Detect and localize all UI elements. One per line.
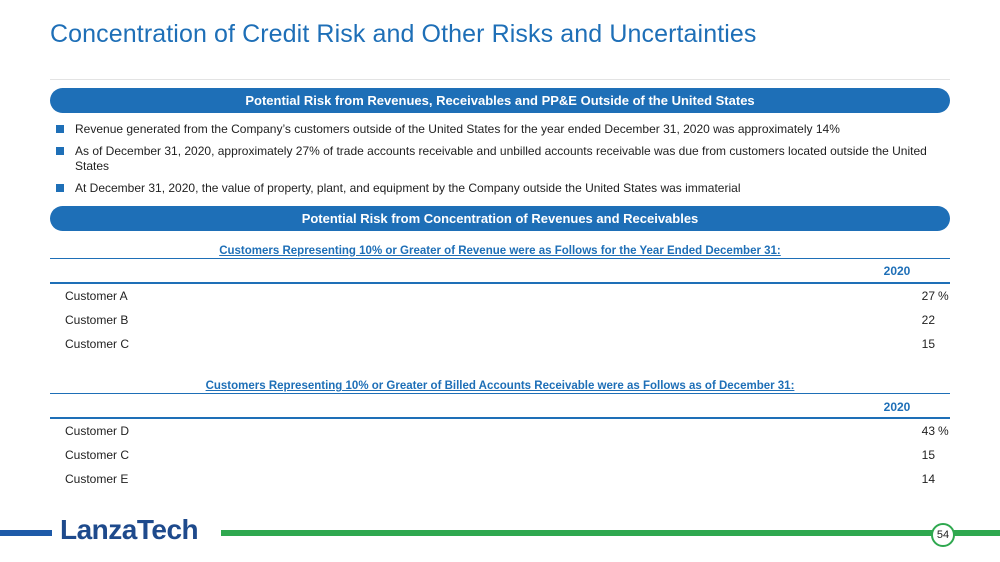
customer-value: 14 — [921, 472, 935, 486]
table-row — [50, 313, 950, 331]
percent-unit: % — [938, 289, 949, 303]
square-bullet-icon — [56, 184, 64, 192]
table-header-rule — [50, 282, 950, 284]
table-row — [50, 337, 950, 355]
customer-name: Customer C — [65, 337, 130, 351]
column-header-year: 2020 — [883, 400, 911, 414]
customer-value: 43 — [921, 424, 935, 438]
table-caption: Customers Representing 10% or Greater of Billed Accounts Receivable were as Follows as of December 31: — [205, 380, 795, 392]
revenue-concentration-table — [50, 245, 950, 355]
footer-blue-bar — [0, 530, 52, 536]
bullet-item — [56, 122, 946, 137]
section-heading-concentration: Potential Risk from Concentration of Revenues and Receivables — [50, 206, 950, 231]
square-bullet-icon — [56, 125, 64, 133]
table-row — [50, 448, 950, 466]
risk-bullet-list — [56, 122, 946, 203]
customer-name: Customer A — [65, 289, 128, 303]
section-heading-outside-us: Potential Risk from Revenues, Receivables and PP&E Outside of the United States — [50, 88, 950, 113]
table-header-rule — [50, 417, 950, 419]
page-number-badge: 54 — [931, 523, 955, 547]
bullet-text: Revenue generated from the Company’s customers outside of the United States for the year ended December 31, 2020 was approximately 14% — [75, 122, 840, 136]
bullet-text: As of December 31, 2020, approximately 27% of trade accounts receivable and unbilled accounts receivable was due from customers located outside the United States — [75, 144, 927, 173]
percent-unit: % — [938, 424, 949, 438]
page-title: Concentration of Credit Risk and Other Risks and Uncertainties — [50, 20, 757, 48]
table-row — [50, 424, 950, 442]
customer-value: 15 — [921, 337, 935, 351]
table-top-rule — [50, 393, 950, 394]
customer-value: 27 — [921, 289, 935, 303]
table-caption: Customers Representing 10% or Greater of Revenue were as Follows for the Year Ended December 31: — [219, 245, 781, 257]
company-logo: LanzaTech — [60, 514, 199, 545]
customer-name: Customer E — [65, 472, 129, 486]
customer-name: Customer C — [65, 448, 130, 462]
customer-name: Customer D — [65, 424, 130, 438]
bullet-item — [56, 144, 946, 174]
table-row — [50, 472, 950, 490]
bullet-text: At December 31, 2020, the value of property, plant, and equipment by the Company outside the United States was immaterial — [75, 181, 741, 195]
footer-green-bar — [221, 530, 1000, 536]
customer-value: 22 — [921, 313, 935, 327]
column-header-year: 2020 — [883, 264, 911, 278]
receivables-concentration-table — [50, 380, 950, 490]
square-bullet-icon — [56, 147, 64, 155]
bullet-item — [56, 181, 946, 196]
table-row — [50, 289, 950, 307]
title-divider — [50, 79, 950, 80]
table-top-rule — [50, 258, 950, 259]
customer-value: 15 — [921, 448, 935, 462]
customer-name: Customer B — [65, 313, 129, 327]
